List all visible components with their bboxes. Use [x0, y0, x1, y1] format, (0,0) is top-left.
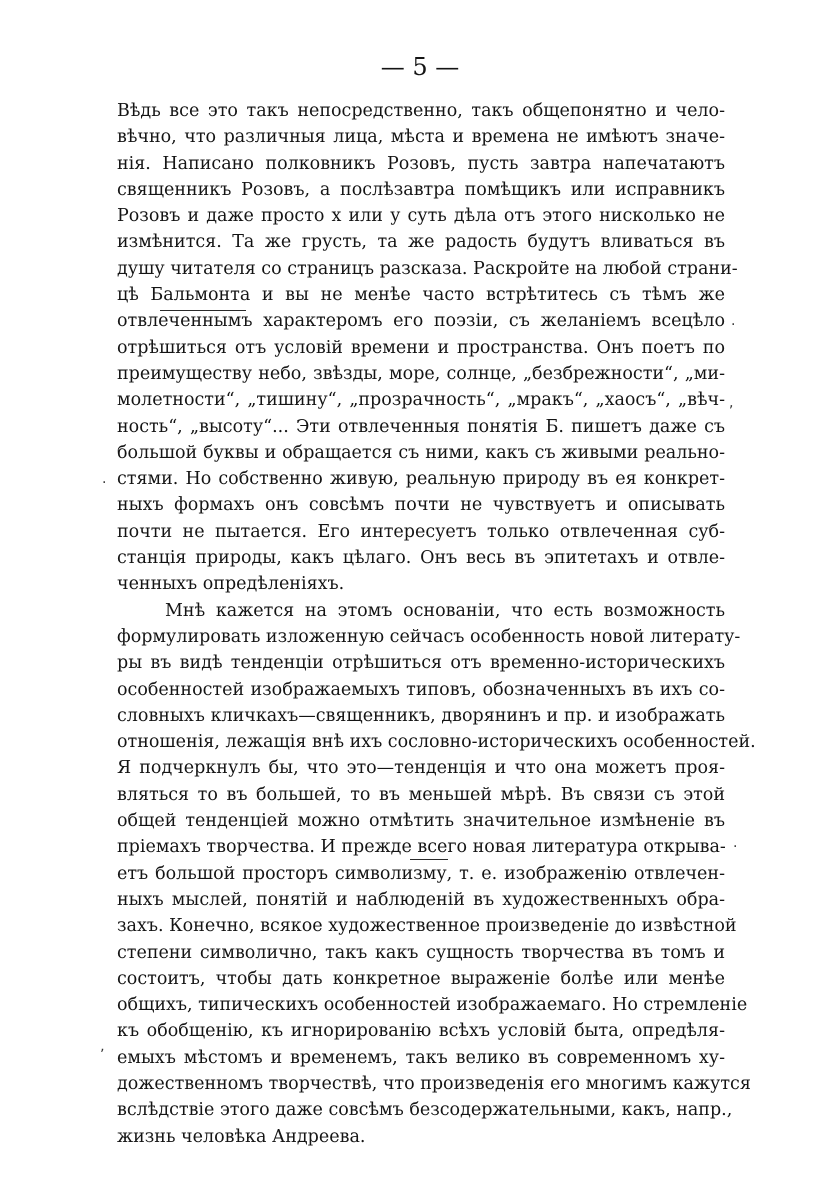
- text-line: етъ большой просторъ символизму, т. е. изображенію отвлечен-: [117, 863, 725, 884]
- text-line: ность“, „высоту“... Эти отвлеченныя понятія Б. пишетъ даже съ: [117, 416, 725, 437]
- text-line: станція природы, какъ цѣлаго. Онъ весь въ эпитетахъ и отвле-: [117, 548, 725, 569]
- text-line: измѣнится. Та же грусть, та же радость будутъ вливаться въ: [117, 232, 725, 253]
- text-line: Розовъ и даже просто х или у суть дѣла отъ этого нисколько не: [117, 206, 725, 227]
- pencil-underline-mark: [410, 859, 448, 860]
- text-line: ченныхъ опредѣленіяхъ.: [117, 574, 345, 595]
- margin-smudge-mark: ʼ: [100, 1047, 105, 1063]
- text-line: формулировать изложенную сейчасъ особенность новой литерату-: [117, 626, 741, 647]
- text-line: почти не пытается. Его интересуетъ только отвлеченная суб-: [117, 521, 725, 542]
- text-line: Я подчеркнулъ бы, что это—тенденція и что она можетъ проя-: [117, 758, 725, 779]
- text-line: Вѣдь все это такъ непосредственно, такъ общепонятно и чело-: [117, 101, 725, 121]
- text-line: вѣчно, что различныя лица, мѣста и времена не имѣютъ значе-: [117, 127, 725, 148]
- pencil-underline-mark: [160, 310, 246, 311]
- text-line: ныхъ мыслей, понятій и наблюденій въ художественныхъ обра-: [117, 889, 725, 910]
- text-line: дожественномъ творчествѣ, что произведенія его многимъ кажутся: [117, 1073, 751, 1094]
- body-text: [117, 98, 756, 1150]
- text-line: нія. Написано полковникъ Розовъ, пусть завтра напечатаютъ: [117, 153, 725, 174]
- text-line: емыхъ мѣстомъ и временемъ, такъ велико въ современномъ ху-: [117, 1047, 725, 1068]
- text-line: большой буквы и обращается съ ними, какъ съ живыми реально-: [117, 442, 725, 463]
- text-line: цѣ Бальмонта и вы не менѣе часто встрѣтитесь съ тѣмъ же: [117, 285, 725, 306]
- text-line: общихъ, типическихъ особенностей изображаемаго. Но стремленіе: [117, 995, 748, 1016]
- text-line: къ обобщенію, къ игнорированію всѣхъ условій быта, опредѣля-: [117, 1021, 725, 1042]
- text-line: ныхъ формахъ онъ совсѣмъ почти не чувствуетъ и описывать: [117, 495, 725, 516]
- text-line: общей тенденціей можно отмѣтить значительное измѣненіе въ: [117, 811, 725, 832]
- text-line: состоитъ, чтобы дать конкретное выраженіе болѣе или менѣе: [117, 968, 725, 989]
- text-line: вляться то въ большей, то въ меньшей мѣрѣ. Въ связи съ этой: [117, 784, 725, 805]
- text-line: стями. Но собственно живую, реальную природу въ ея конкрет-: [117, 469, 725, 490]
- text-line: душу читателя со страницъ разсказа. Раскройте на любой страни-: [117, 258, 738, 279]
- margin-smudge-mark: ·: [733, 839, 738, 855]
- text-line: степени символично, такъ какъ сущность творчества въ томъ и: [117, 942, 725, 963]
- text-line: ры въ видѣ тенденціи отрѣшиться отъ временно-историческихъ: [117, 653, 725, 674]
- text-line: пріемахъ творчества. И прежде всего новая литература открыва-: [117, 837, 726, 858]
- margin-smudge-mark: ·: [731, 317, 736, 333]
- text-line: жизнь человѣка Андреева.: [117, 1126, 366, 1147]
- text-line: отрѣшиться отъ условій времени и пространства. Онъ поетъ по: [117, 337, 725, 358]
- page-number: — 5 —: [380, 53, 460, 81]
- margin-smudge-mark: ,: [729, 395, 734, 411]
- text-line: преимуществу небо, звѣзды, море, солнце, „безбрежности“, „ми-: [117, 363, 725, 384]
- text-line: захъ. Конечно, всякое художественное произведеніе до извѣстной: [117, 916, 737, 937]
- text-line: словныхъ кличкахъ—священникъ, дворянинъ и пр. и изображать: [117, 705, 725, 726]
- text-line: молетности“, „тишину“, „прозрачность“, „мракъ“, „хаосъ“, „вѣч-: [117, 390, 725, 411]
- text-line: священникъ Розовъ, а послѣзавтра помѣщикъ или исправникъ: [117, 179, 725, 200]
- text-line: отношенія, лежащія внѣ ихъ сословно-историческихъ особенностей.: [117, 732, 756, 753]
- paragraph-first-line: Мнѣ кажется на этомъ основаніи, что есть возможность: [165, 600, 725, 621]
- text-line: отвлеченнымъ характеромъ его поэзіи, съ желаніемъ всецѣло: [117, 311, 725, 332]
- text-line: особенностей изображаемыхъ типовъ, обозначенныхъ въ ихъ со-: [117, 679, 725, 700]
- text-line: вслѣдствіе этого даже совсѣмъ безсодержательными, какъ, напр.,: [117, 1100, 733, 1121]
- margin-smudge-mark: ·: [102, 475, 107, 491]
